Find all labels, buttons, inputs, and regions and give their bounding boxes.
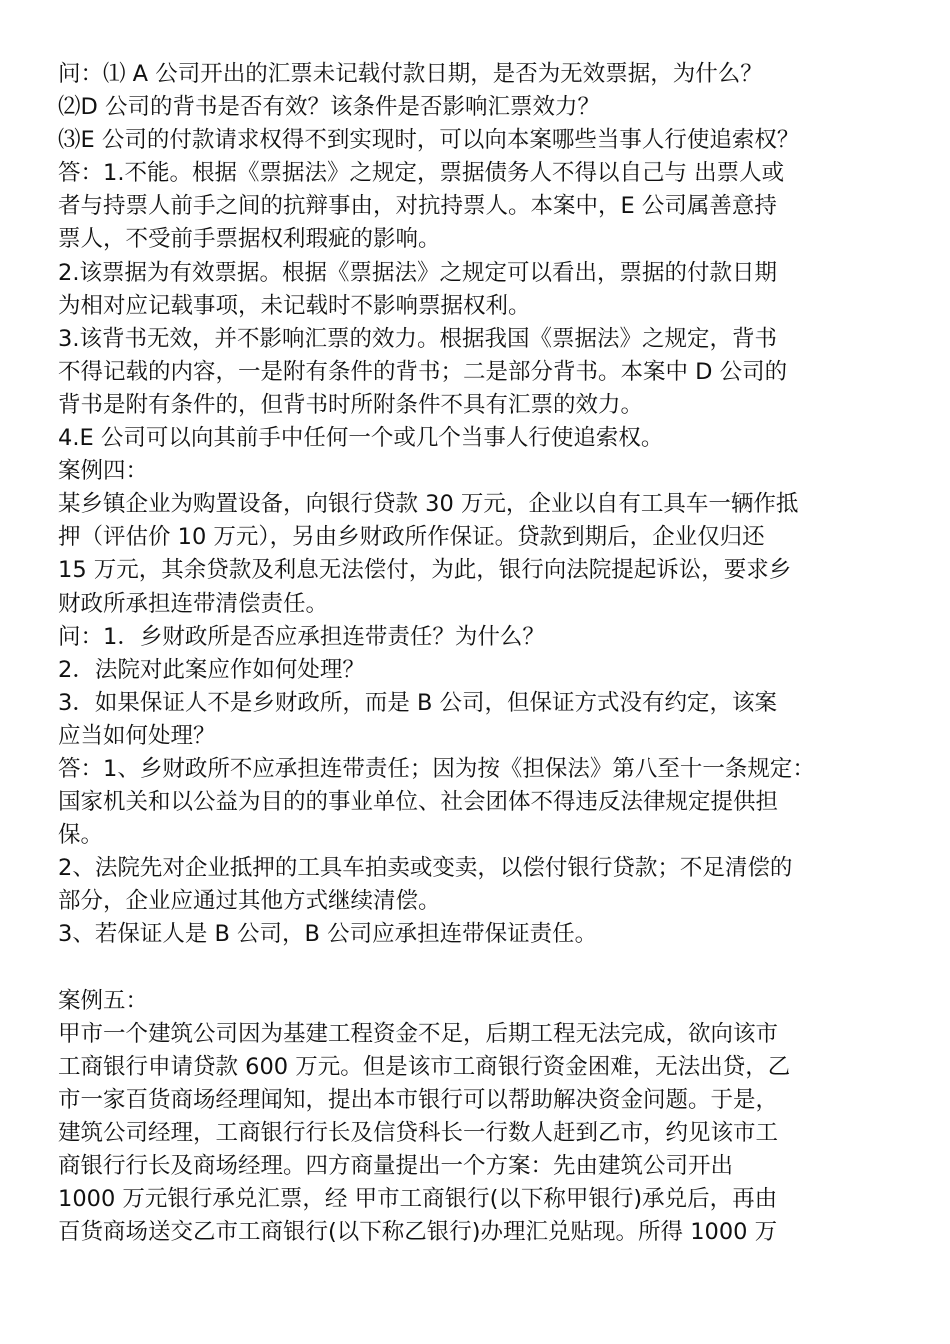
blank-line xyxy=(58,952,903,985)
text-line: 甲市一个建筑公司因为基建工程资金不足，后期工程无法完成，欲向该市 xyxy=(58,1020,779,1047)
text-line: 答：1.不能。根据《票据法》之规定，票据债务人不得以自己与 出票人或 xyxy=(58,160,785,187)
text-line: 百货商场送交乙市工商银行(以下称乙银行)办理汇兑贴现。所得 1000 万 xyxy=(58,1219,778,1246)
text-line: ⑵D 公司的背书是否有效？该条件是否影响汇票效力？ xyxy=(58,94,600,121)
text-line: 建筑公司经理，工商银行行长及信贷科长一行数人赶到乙市，约见该市工 xyxy=(58,1120,779,1146)
text-line: 财政所承担连带清偿责任。 xyxy=(58,590,329,617)
text-line: 某乡镇企业为购置设备，向银行贷款 30 万元，企业以自有工具车一辆作抵 xyxy=(58,491,799,518)
text-line: 15 万元，其余贷款及利息无法偿付，为此，银行向法院提起诉讼，要求乡 xyxy=(58,557,792,584)
text-line: 商银行行长及商场经理。四方商量提出一个方案：先由建筑公司开出 xyxy=(58,1153,734,1180)
text-line: 3.该背书无效，并不影响汇票的效力。根据我国《票据法》之规定，背书 xyxy=(58,325,777,352)
text-line: 问：1．乡财政所是否应承担连带责任？为什么？ xyxy=(58,623,545,650)
text-line: 工商银行申请贷款 600 万元。但是该市工商银行资金困难，无法出贷，乙 xyxy=(58,1053,791,1080)
text-line: 问：⑴ A 公司开出的汇票未记载付款日期，是否为无效票据，为什么？ xyxy=(58,61,763,87)
text-line: 答：1、乡财政所不应承担连带责任；因为按《担保法》第八至十一条规定： xyxy=(58,755,815,782)
section-heading: 案例四： xyxy=(58,458,149,485)
text-line: 为相对应记载事项，未记载时不影响票据权利。 xyxy=(58,292,531,319)
text-line: 保。 xyxy=(58,822,104,849)
document-page xyxy=(58,58,903,1249)
text-line: 2.该票据为有效票据。根据《票据法》之规定可以看出，票据的付款日期 xyxy=(58,259,777,286)
text-line: 4.E 公司可以向其前手中任何一个或几个当事人行使追索权。 xyxy=(58,425,664,452)
text-line: 2．法院对此案应作如何处理？ xyxy=(58,656,365,683)
text-line: 2、法院先对企业抵押的工具车拍卖或变卖，以偿付银行贷款；不足清偿的 xyxy=(58,855,793,882)
text-line: 押（评估价 10 万元），另由乡财政所作保证。贷款到期后，企业仅归还 xyxy=(58,524,765,551)
text-line: 市一家百货商场经理闻知，提出本市银行可以帮助解决资金问题。于是， xyxy=(58,1086,779,1113)
text-line: 国家机关和以公益为目的的事业单位、社会团体不得违反法律规定提供担 xyxy=(58,789,779,816)
text-line: ⑶E 公司的付款请求权得不到实现时，可以向本案哪些当事人行使追索权？ xyxy=(58,127,800,154)
text-line: 票人，不受前手票据权利瑕疵的影响。 xyxy=(58,226,441,253)
text-line: 3、若保证人是 B 公司，B 公司应承担连带保证责任。 xyxy=(58,921,598,948)
text-line: 3．如果保证人不是乡财政所，而是 B 公司，但保证方式没有约定，该案 xyxy=(58,689,778,716)
text-line: 应当如何处理？ xyxy=(58,722,216,749)
text-line: 不得记载的内容，一是附有条件的背书；二是部分背书。本案中 D 公司的 xyxy=(58,358,788,385)
text-line: 1000 万元银行承兑汇票，经 甲市工商银行(以下称甲银行)承兑后，再由 xyxy=(58,1186,778,1213)
text-line: 者与持票人前手之间的抗辩事由，对抗持票人。本案中，E 公司属善意持 xyxy=(58,193,777,220)
section-heading: 案例五： xyxy=(58,987,149,1014)
text-line: 部分，企业应通过其他方式继续清偿。 xyxy=(58,888,441,915)
text-line: 背书是附有条件的，但背书时所附条件不具有汇票的效力。 xyxy=(58,391,644,418)
